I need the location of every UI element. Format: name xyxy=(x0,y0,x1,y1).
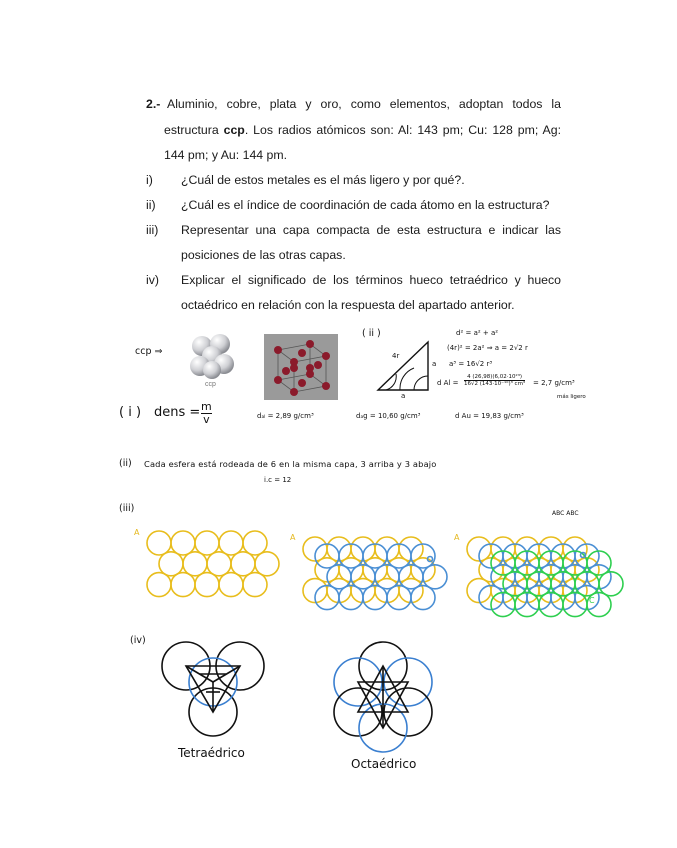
layer-a-sphere xyxy=(147,531,171,555)
problem-line-1: Aluminio, cobre, plata y oro, como elementos, adoptan todos la xyxy=(167,97,561,111)
coordination-index: i.c = 12 xyxy=(264,476,292,484)
layer-a-label-3: A xyxy=(454,533,460,542)
tetrahedral-label: Tetraédrico xyxy=(178,746,245,760)
item-ii-text: ¿Cuál es el índice de coordinación de cada átomo en la estructura? xyxy=(181,198,550,212)
layer-a-label-2: A xyxy=(290,533,296,542)
layer-a-sphere xyxy=(243,531,267,555)
item-iii-text-1: Representar una capa compacta de esta estructura e indicar las xyxy=(181,223,561,237)
calc-eq-4-num: 4 (26,98)(6,02·10²³) xyxy=(464,374,525,381)
item-i-label: i) xyxy=(146,173,153,187)
part-ii-text: Cada esfera está rodeada de 6 en la misma capa, 3 arriba y 3 abajo xyxy=(144,459,437,469)
abc-abc-label: ABC ABC xyxy=(552,510,579,517)
triangle-a-side-label: a xyxy=(432,360,437,368)
item-ii-label: ii) xyxy=(146,198,156,212)
dens-m: m xyxy=(201,400,212,413)
part-iii-label: (iii) xyxy=(119,503,135,514)
calc-eq-4-pre: d Al = xyxy=(437,379,459,387)
octahedral-label: Octaédrico xyxy=(351,757,417,771)
octahedral-hole-drawing xyxy=(318,636,448,754)
problem-line-2-post: . Los radios atómicos son: Al: 143 pm; Cu: 128 pm; Ag: xyxy=(244,123,561,137)
item-i-text: ¿Cuál de estos metales es el más ligero y por qué?. xyxy=(181,173,465,187)
layer-a-sphere xyxy=(231,552,255,576)
ccp-caption: ccp xyxy=(205,381,216,388)
layer-a-sphere xyxy=(195,531,219,555)
problem-line-3: 144 pm; y Au: 144 pm. xyxy=(164,148,288,162)
calc-label: ( ii ) xyxy=(362,328,381,339)
layer-a-sphere xyxy=(147,573,171,597)
ccp-arrow-note: ccp ⇒ xyxy=(135,346,163,357)
calc-result: = 2,7 g/cm³ xyxy=(533,379,575,387)
layer-a-sphere xyxy=(219,531,243,555)
calc-note-lightest: más ligero xyxy=(557,394,586,400)
triangle-4r-label: 4r xyxy=(392,352,400,360)
dens-v: v xyxy=(203,413,210,426)
part-ii-label: (ii) xyxy=(119,458,132,469)
layer-a-sphere xyxy=(207,552,231,576)
problem-line-2-pre: estructura xyxy=(164,123,224,137)
layer-a-sphere xyxy=(171,573,195,597)
item-iv-text-1: Explicar el significado de los términos hueco tetraédrico y hueco xyxy=(181,273,561,287)
item-iv-text-2: octaédrico en relación con la respuesta del apartado anterior. xyxy=(181,298,515,312)
layer-marker-dot xyxy=(428,557,433,562)
tetrahedral-hole-drawing xyxy=(150,636,280,744)
layer-a-label-1: A xyxy=(134,528,140,537)
density-au: d Au = 19,83 g/cm³ xyxy=(455,412,524,420)
layer-a-sphere xyxy=(171,531,195,555)
layer-a-sphere xyxy=(219,573,243,597)
layer-a-sphere xyxy=(159,552,183,576)
dens-formula: dens = xyxy=(154,405,201,420)
density-al: dₐₗ = 2,89 g/cm³ xyxy=(257,412,314,420)
item-iii-text-2: posiciones de las otras capas. xyxy=(181,248,346,262)
calc-eq-1: d² = a² + a² xyxy=(456,329,499,337)
ccp-bold: ccp xyxy=(223,123,245,137)
layer-a-sphere xyxy=(243,573,267,597)
layer-a-sphere xyxy=(195,573,219,597)
calc-eq-2: (4r)² = 2a² ⇒ a = 2√2 r xyxy=(447,344,528,352)
layer-c-label: C xyxy=(589,596,595,605)
triangle-a-base-label: a xyxy=(401,392,406,400)
item-iii-label: iii) xyxy=(146,223,159,237)
calc-eq-3: a³ = 16√2 r³ xyxy=(449,360,493,368)
item-iv-label: iv) xyxy=(146,273,159,287)
layer-a-sphere xyxy=(255,552,279,576)
problem-number-label: 2.- xyxy=(146,97,161,111)
layer-a-sphere xyxy=(183,552,207,576)
calc-eq-4-den: 16√2 (143·10⁻¹⁰)³ cm³ xyxy=(464,381,526,387)
part-i-label: ( i ) xyxy=(119,405,142,420)
part-iv-label: (iv) xyxy=(130,635,146,646)
density-ag: dₐg = 10,60 g/cm³ xyxy=(356,412,421,420)
